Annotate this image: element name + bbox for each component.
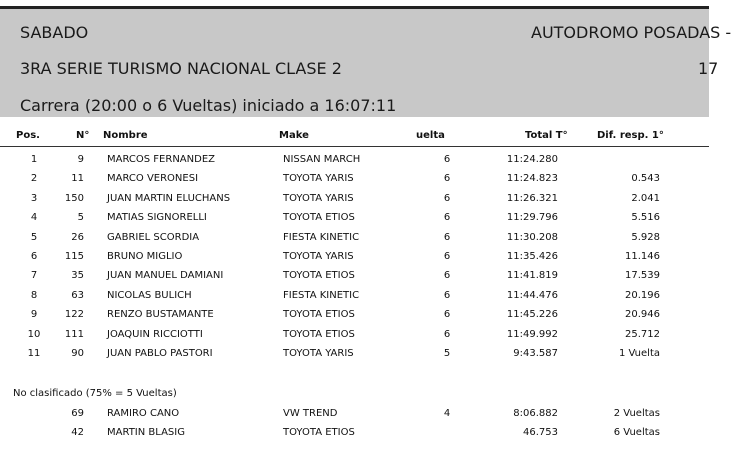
car-number-cell: 35 (71, 270, 84, 282)
car-number-cell: 122 (64, 309, 84, 321)
table-row (0, 229, 709, 248)
position-cell: 8 (30, 289, 38, 301)
car-number-cell: 9 (77, 154, 84, 165)
position-cell: 4 (30, 212, 38, 224)
driver-name-cell: RAMIRO CANO (107, 408, 180, 419)
series-number: 17 (698, 59, 719, 78)
gap-cell: 0.543 (631, 173, 660, 185)
laps-cell: 5 (443, 348, 451, 359)
laps-cell: 6 (443, 251, 451, 262)
car-make-cell: TOYOTA ETIOS (283, 212, 355, 224)
driver-name-cell: BRUNO MIGLIO (107, 251, 183, 262)
table-row (0, 345, 709, 364)
race-info: Carrera (20:00 o 6 Vueltas) iniciado a 16:07:11 (20, 96, 397, 115)
car-number-cell: 5 (77, 212, 84, 224)
car-make-cell: TOYOTA YARIS (283, 173, 354, 185)
driver-name-cell: JUAN MARTIN ELUCHANS (107, 192, 231, 204)
position-cell: 1 (30, 154, 38, 165)
total-time-cell: 11:35.426 (506, 251, 558, 262)
col-header-number: N° (76, 130, 90, 141)
car-make-cell: TOYOTA ETIOS (283, 328, 355, 340)
gap-cell: 11.146 (625, 251, 660, 262)
gap-cell: 6 Vueltas (613, 427, 660, 439)
table-row (0, 326, 709, 345)
laps-cell: 4 (443, 408, 451, 419)
position-cell: 6 (30, 251, 38, 262)
car-number-cell: 115 (64, 251, 84, 262)
car-make-cell: TOYOTA ETIOS (283, 270, 355, 282)
total-time-cell: 11:41.819 (506, 270, 558, 282)
driver-name-cell: MARCOS FERNANDEZ (107, 154, 215, 165)
car-make-cell: TOYOTA ETIOS (283, 427, 355, 439)
laps-cell: 6 (443, 309, 451, 321)
table-row (0, 267, 709, 286)
col-header-make: Make (279, 130, 309, 141)
not-classified-label: No clasificado (75% = 5 Vueltas) (13, 388, 177, 399)
driver-name-cell: NICOLAS BULICH (107, 289, 192, 301)
position-cell: 2 (30, 173, 38, 185)
col-header-total: Total T° (525, 130, 568, 141)
car-number-cell: 111 (64, 328, 84, 340)
driver-name-cell: RENZO BUSTAMANTE (107, 309, 214, 321)
position-cell: 3 (30, 192, 38, 204)
laps-cell: 6 (443, 173, 451, 185)
car-number-cell: 63 (71, 289, 84, 301)
car-make-cell: NISSAN MARCH (283, 154, 361, 165)
car-number-cell: 42 (71, 427, 84, 439)
car-make-cell: TOYOTA ETIOS (283, 309, 355, 321)
car-make-cell: FIESTA KINETIC (283, 289, 360, 301)
car-number-cell: 11 (71, 173, 84, 185)
table-row (0, 209, 709, 228)
table-row (0, 170, 709, 189)
position-cell: 10 (27, 328, 41, 340)
header-divider (0, 146, 709, 147)
driver-name-cell: JUAN MANUEL DAMIANI (107, 270, 224, 282)
gap-cell: 1 Vuelta (618, 348, 660, 359)
car-make-cell: FIESTA KINETIC (283, 231, 360, 243)
laps-cell: 6 (443, 289, 451, 301)
header-band (0, 9, 731, 117)
gap-cell: 20.946 (625, 309, 660, 321)
gap-cell: 5.516 (631, 212, 660, 224)
total-time-cell: 11:49.992 (506, 328, 558, 340)
car-number-cell: 26 (71, 231, 84, 243)
circuit-name: AUTODROMO POSADAS - (531, 23, 731, 42)
position-cell: 5 (30, 231, 38, 243)
col-header-pos: Pos. (16, 130, 40, 141)
gap-cell: 5.928 (631, 231, 660, 243)
total-time-cell: 11:44.476 (506, 289, 558, 301)
total-time-cell: 8:06.882 (513, 408, 558, 419)
total-time-cell: 46.753 (523, 427, 558, 439)
car-make-cell: VW TREND (283, 408, 338, 419)
car-number-cell: 150 (64, 192, 84, 204)
driver-name-cell: MATIAS SIGNORELLI (107, 212, 207, 224)
driver-name-cell: JOAQUIN RICCIOTTI (107, 328, 203, 340)
car-make-cell: TOYOTA YARIS (283, 251, 354, 262)
table-row (0, 190, 709, 209)
total-time-cell: 11:30.208 (506, 231, 558, 243)
col-header-laps: uelta (416, 130, 445, 141)
series-title: 3RA SERIE TURISMO NACIONAL CLASE 2 (20, 59, 342, 78)
position-cell: 9 (30, 309, 38, 321)
table-row (0, 287, 709, 306)
gap-cell: 20.196 (625, 289, 660, 301)
gap-cell: 17.539 (625, 270, 660, 282)
gap-cell: 2 Vueltas (613, 408, 660, 419)
table-row (0, 405, 709, 424)
laps-cell: 6 (443, 192, 451, 204)
driver-name-cell: MARCO VERONESI (107, 173, 199, 185)
car-make-cell: TOYOTA YARIS (283, 192, 354, 204)
laps-cell: 6 (443, 212, 451, 224)
position-cell: 7 (30, 270, 38, 282)
day-label: SABADO (20, 23, 89, 42)
col-header-diff: Dif. resp. 1° (597, 130, 664, 141)
gap-cell: 2.041 (631, 192, 660, 204)
total-time-cell: 9:43.587 (513, 348, 558, 359)
total-time-cell: 11:24.280 (506, 154, 558, 165)
position-cell: 11 (27, 348, 41, 359)
car-make-cell: TOYOTA YARIS (283, 348, 354, 359)
car-number-cell: 69 (71, 408, 84, 419)
driver-name-cell: JUAN PABLO PASTORI (107, 348, 213, 359)
total-time-cell: 11:24.823 (506, 173, 558, 185)
driver-name-cell: GABRIEL SCORDIA (107, 231, 200, 243)
laps-cell: 6 (443, 231, 451, 243)
table-row (0, 424, 709, 443)
table-row (0, 306, 709, 325)
table-row (0, 151, 709, 170)
laps-cell: 6 (443, 328, 451, 340)
total-time-cell: 11:29.796 (506, 212, 558, 224)
col-header-name: Nombre (103, 130, 148, 141)
car-number-cell: 90 (71, 348, 84, 359)
laps-cell: 6 (443, 270, 451, 282)
total-time-cell: 11:26.321 (506, 192, 558, 204)
laps-cell: 6 (443, 154, 451, 165)
driver-name-cell: MARTIN BLASIG (107, 427, 185, 439)
gap-cell: 25.712 (625, 328, 660, 340)
total-time-cell: 11:45.226 (506, 309, 558, 321)
table-row (0, 248, 709, 267)
